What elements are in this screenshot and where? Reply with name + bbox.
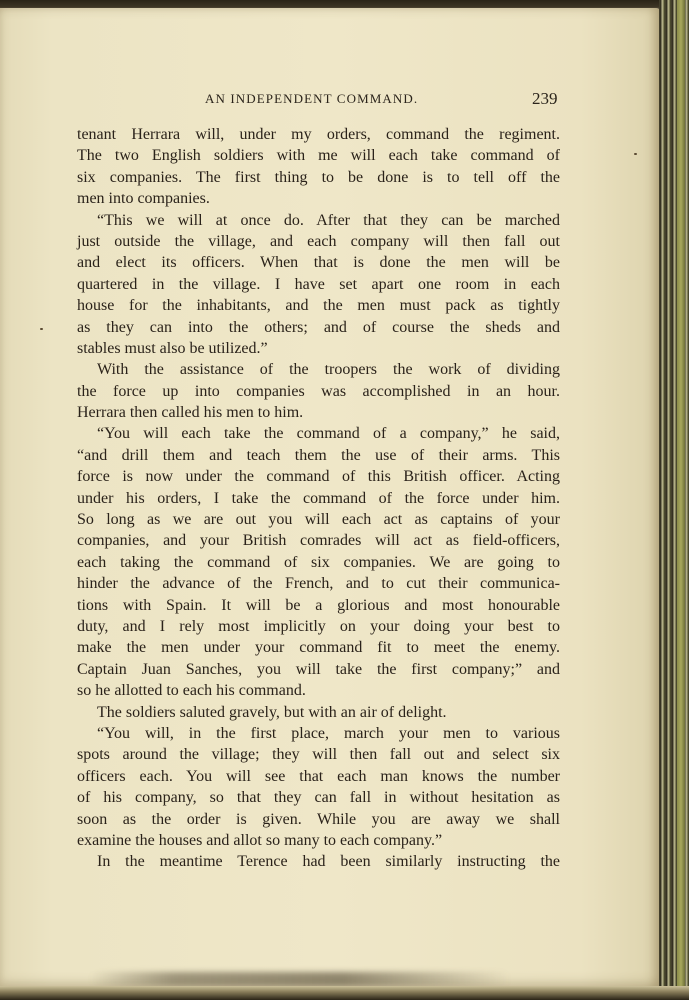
text-line: tions with Spain. It will be a glorious and most honourable (77, 596, 560, 614)
text-line: stables must also be utilized.” (77, 339, 268, 357)
text-line: tenant Herrara will, under my orders, command the regiment. (77, 126, 560, 143)
text-line: just outside the village, and each company will then fall out (77, 232, 560, 250)
text-line: “You will each take the command of a company,” he said, (97, 425, 560, 443)
text-line: quartered in the village. I have set apart one room in each (77, 275, 560, 293)
running-head-title: AN INDEPENDENT COMMAND. (205, 91, 419, 106)
text-line: make the men under your command fit to meet the enemy. (77, 639, 560, 657)
text-line: In the meantime Terence had been similarly instructing the (97, 853, 560, 871)
text-line: each taking the command of six companies. We are going to (77, 553, 560, 571)
text-line: companies, and your British comrades will act as field-officers, (77, 532, 560, 550)
text-line: So long as we are out you will each act as captains of your (77, 511, 560, 529)
book-bottom-edge (0, 986, 689, 1000)
text-line: The soldiers saluted gravely, but with an air of delight. (97, 703, 447, 721)
text-line: The two English soldiers with me will each take command of (77, 147, 560, 165)
text-line: of his company, so that they can fall in without hesitation as (77, 789, 560, 807)
text-line: six companies. The first thing to be done is to tell off the (77, 168, 560, 186)
text-line: “This we will at once do. After that they can be marched (97, 211, 560, 229)
text-line: as they can into the others; and of course the sheds and (77, 318, 560, 336)
text-line: officers each. You will see that each man knows the number (77, 767, 560, 785)
text-line: under his orders, I take the command of the force under him. (77, 489, 560, 507)
body-text (77, 124, 560, 873)
text-line: examine the houses and allot so many to each company.” (77, 831, 443, 849)
text-line: Captain Juan Sanches, you will take the first company;” and (77, 660, 560, 678)
text-line: men into companies. (77, 190, 210, 208)
text-line: “You will, in the first place, march your men to various (97, 724, 560, 742)
text-line: force is now under the command of this British officer. Acting (77, 468, 560, 486)
text-line: and elect its officers. When that is done the men will be (77, 254, 560, 272)
text-line: Herrara then called his men to him. (77, 404, 304, 422)
text-line: spots around the village; they will then fall out and select six (77, 746, 560, 764)
bottom-smudge (90, 972, 510, 986)
text-line: duty, and I rely most implicitly on your doing your best to (77, 617, 560, 635)
running-head (0, 91, 660, 111)
paper-speck (634, 153, 637, 155)
text-line: “and drill them and teach them the use of their arms. This (77, 446, 560, 464)
text-line: hinder the advance of the French, and to cut their communica- (77, 575, 560, 593)
page-number: 239 (532, 89, 558, 108)
text-line: the force up into companies was accomplished in an hour. (77, 382, 560, 400)
text-line: soon as the order is given. While you are away we shall (77, 810, 560, 828)
text-line: so he allotted to each his command. (77, 682, 306, 700)
paper-speck (40, 328, 43, 330)
text-line: house for the inhabitants, and the men must pack as tightly (77, 297, 560, 315)
book-page-edges (659, 0, 689, 1000)
text-line: With the assistance of the troopers the work of dividing (97, 361, 560, 379)
